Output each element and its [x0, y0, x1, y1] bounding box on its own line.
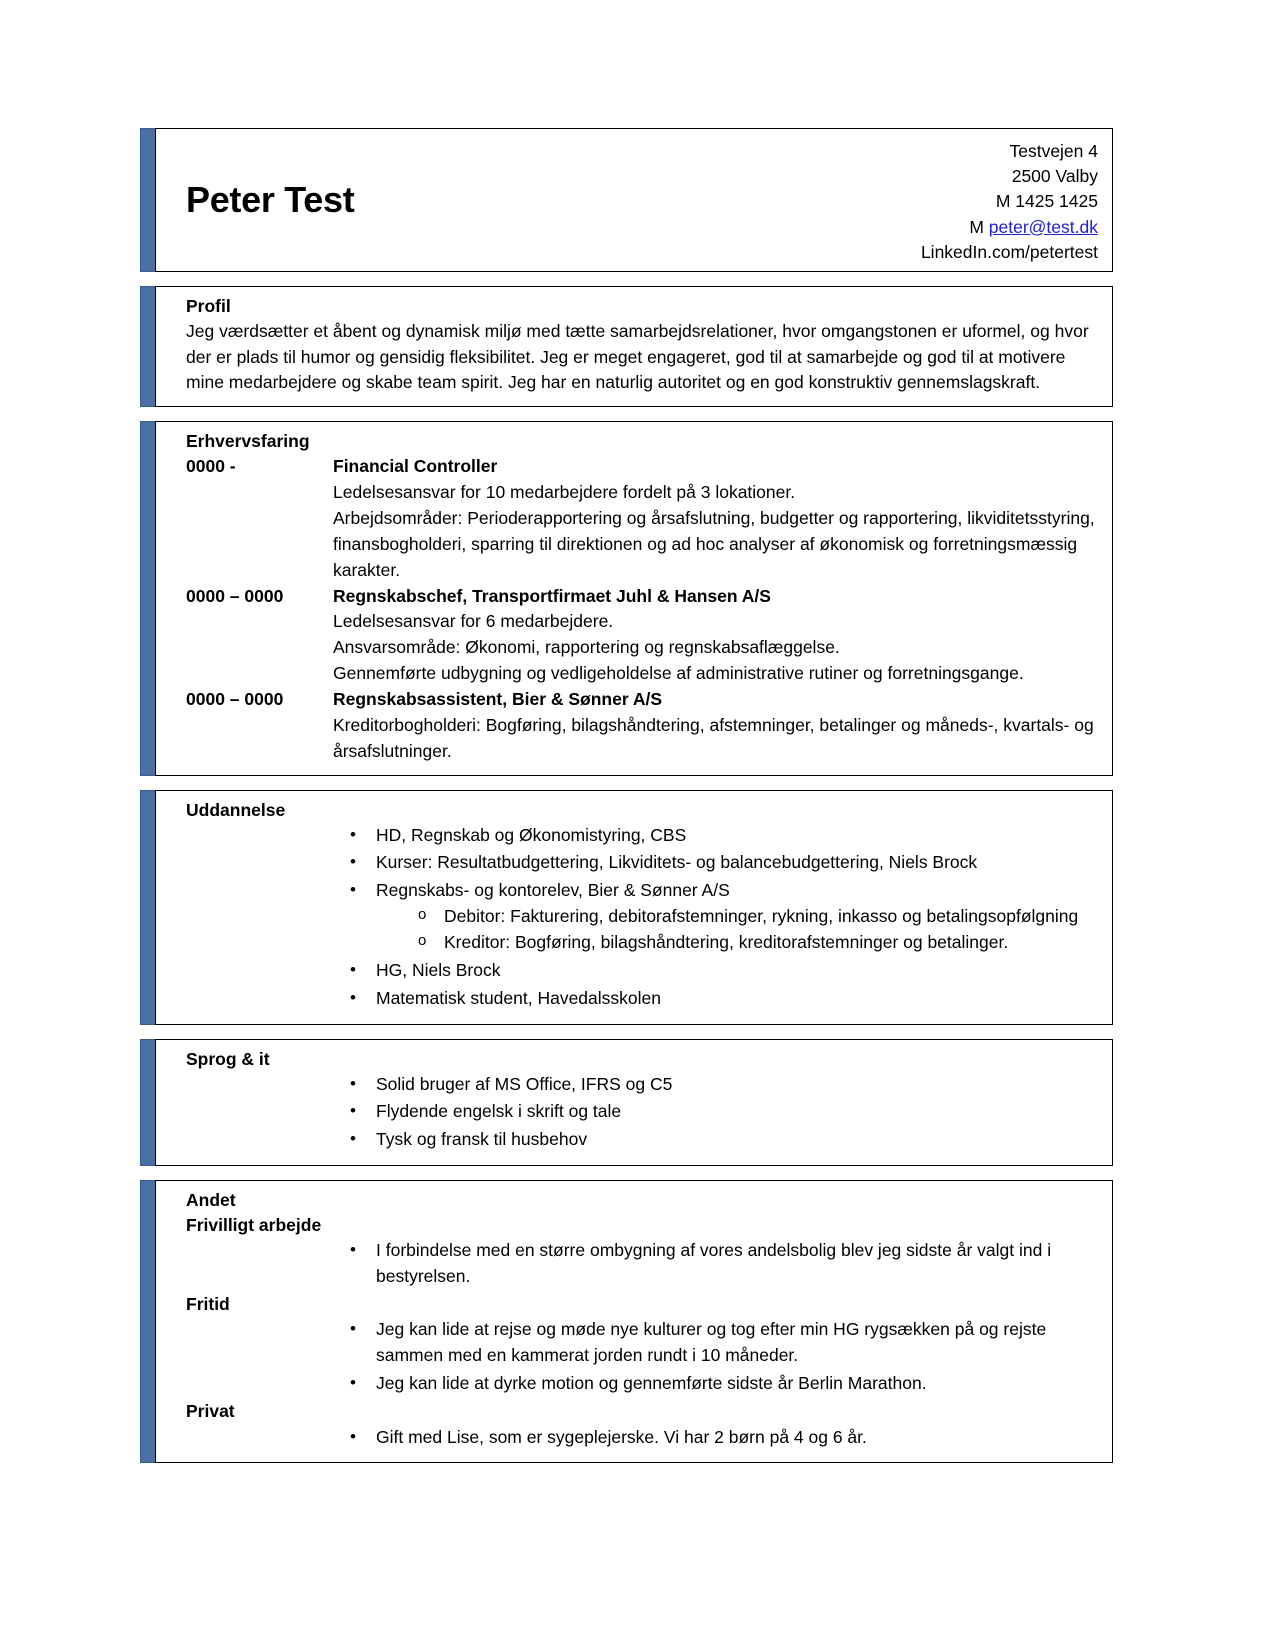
education-sublist: [376, 904, 1098, 956]
skills-body: [155, 1039, 1113, 1166]
profile-body: [155, 286, 1113, 407]
education-item-text: Regnskabs- og kontorelev, Bier & Sønner A/S: [376, 880, 730, 901]
list-item: [346, 1317, 1098, 1369]
contact-linkedin: LinkedIn.com/petertest: [920, 241, 1098, 262]
accent-bar-profile: [140, 286, 155, 407]
other-subtitle-private: Privat: [186, 1401, 235, 1422]
skills-item-text: Tysk og fransk til husbehov: [376, 1129, 588, 1150]
list-item: [346, 1425, 1098, 1451]
contact-address-street: Testvejen 4: [1009, 141, 1098, 161]
experience-row: [186, 584, 1098, 688]
experience-detail: [333, 687, 1098, 765]
person-name: Peter Test: [186, 179, 355, 221]
experience-role: Regnskabschef, Transportfirmaet Juhl & Hansen A/S: [333, 585, 771, 606]
experience-title: Erhvervsfaring: [186, 431, 310, 452]
experience-section: [140, 421, 1113, 775]
other-list-volunteer: [186, 1238, 1098, 1290]
experience-body: [155, 421, 1113, 775]
other-section: [140, 1180, 1113, 1463]
list-item: [416, 930, 1098, 956]
list-item: [346, 1072, 1098, 1098]
experience-line: Kreditorbogholderi: Bogføring, bilagshåndtering, afstemninger, betalinger og måneds-, kvartals- og årsafslutninger.: [333, 715, 1094, 761]
skills-section: [140, 1039, 1113, 1166]
list-item: [346, 1099, 1098, 1125]
accent-bar-header: [140, 128, 155, 272]
list-item: [346, 1371, 1098, 1397]
contact-email-prefix: M: [969, 216, 989, 237]
experience-role: Regnskabsassistent, Bier & Sønner A/S: [333, 689, 663, 710]
other-item-text: Jeg kan lide at rejse og møde nye kulturer og tog efter min HG rygsækken på og rejste sammen med en kammerat jorden rundt i 10 måneder.: [376, 1319, 1047, 1366]
other-title: Andet: [186, 1190, 236, 1211]
experience-detail: [333, 584, 1098, 688]
experience-date: 0000 – 0000: [186, 585, 284, 606]
education-list: [186, 823, 1098, 1012]
header-section: [140, 128, 1113, 272]
other-item-text: I forbindelse med en større ombygning af vores andelsbolig blev jeg sidste år valgt ind i bestyrelsen.: [376, 1240, 1052, 1287]
contact-email-line: [921, 215, 1098, 240]
education-section: [140, 790, 1113, 1025]
contact-phone: M 1425 1425: [995, 191, 1098, 212]
education-item-text: Matematisk student, Havedalsskolen: [376, 987, 661, 1008]
education-item-text: HG, Niels Brock: [376, 960, 501, 980]
experience-line: Ledelsesansvar for 10 medarbejdere fordelt på 3 lokationer.: [333, 482, 796, 502]
experience-date: 0000 -: [186, 456, 236, 477]
header-body: [155, 128, 1113, 272]
list-item: [346, 958, 1098, 984]
accent-bar-experience: [140, 421, 155, 775]
skills-item-text: Solid bruger af MS Office, IFRS og C5: [376, 1073, 673, 1094]
accent-bar-education: [140, 790, 155, 1025]
experience-line: Arbejdsområder: Perioderapportering og årsafslutning, budgetter og rapportering, likviditetsstyring, finansbogholderi, sparring til direktionen og ad hoc analyser af økonomisk og forretningsmæssig karakter.: [333, 507, 1095, 580]
contact-email-link[interactable]: peter@test.dk: [988, 216, 1098, 237]
accent-bar-other: [140, 1180, 155, 1463]
experience-role: Financial Controller: [333, 456, 498, 477]
experience-line: Gennemførte udbygning og vedligeholdelse af administrative rutiner og forretningsgange.: [333, 663, 1024, 684]
contact-block: [921, 135, 1098, 265]
profile-title: Profil: [186, 295, 231, 316]
skills-item-text: Flydende engelsk i skrift og tale: [376, 1101, 622, 1122]
education-body: [155, 790, 1113, 1025]
experience-detail: [333, 454, 1098, 583]
experience-line: Ansvarsområde: Økonomi, rapportering og regnskabsaflæggelse.: [333, 637, 840, 658]
other-subtitle-leisure: Fritid: [186, 1294, 230, 1315]
other-list-private: [186, 1425, 1098, 1451]
other-list-leisure: [186, 1317, 1098, 1397]
skills-list: [186, 1072, 1098, 1154]
education-subitem-text: Debitor: Fakturering, debitorafstemninger, rykning, inkasso og betalingsopfølgning: [444, 906, 1079, 927]
other-item-text: Gift med Lise, som er sygeplejerske. Vi har 2 børn på 4 og 6 år.: [376, 1426, 867, 1447]
skills-title: Sprog & it: [186, 1048, 270, 1069]
contact-address-city: 2500 Valby: [1011, 166, 1098, 187]
list-item: [346, 1127, 1098, 1153]
other-body: [155, 1180, 1113, 1463]
name-block: [186, 135, 921, 265]
experience-date: 0000 – 0000: [186, 689, 284, 710]
list-item: [346, 1238, 1098, 1290]
list-item: [346, 823, 1098, 849]
accent-bar-skills: [140, 1039, 155, 1166]
experience-row: [186, 454, 1098, 583]
experience-line: Ledelsesansvar for 6 medarbejdere.: [333, 611, 614, 632]
list-item: [346, 986, 1098, 1012]
list-item: [346, 878, 1098, 956]
profile-text: Jeg værdsætter et åbent og dynamisk miljø med tætte samarbejdsrelationer, hvor omgangstonen er uformel, og hvor der er plads til humor og gensidig fleksibilitet. Jeg er meget engageret, god til at samarbejde og god til at motivere mine medarbejdere og skabe team spirit. Jeg har en naturlig autoritet og en god konstruktiv gennemslagskraft.: [186, 320, 1089, 393]
education-subitem-text: Kreditor: Bogføring, bilagshåndtering, kreditorafstemninger og betalinger.: [444, 932, 1009, 953]
other-subtitle-volunteer: Frivilligt arbejde: [186, 1214, 322, 1235]
education-item-text: HD, Regnskab og Økonomistyring, CBS: [376, 824, 687, 845]
list-item: [346, 850, 1098, 876]
other-item-text: Jeg kan lide at dyrke motion og gennemførte sidste år Berlin Marathon.: [376, 1373, 927, 1394]
education-item-text: Kurser: Resultatbudgettering, Likviditets- og balancebudgettering, Niels Brock: [376, 852, 978, 873]
list-item: [416, 904, 1098, 930]
education-title: Uddannelse: [186, 799, 286, 820]
profile-section: [140, 286, 1113, 407]
experience-row: [186, 687, 1098, 765]
